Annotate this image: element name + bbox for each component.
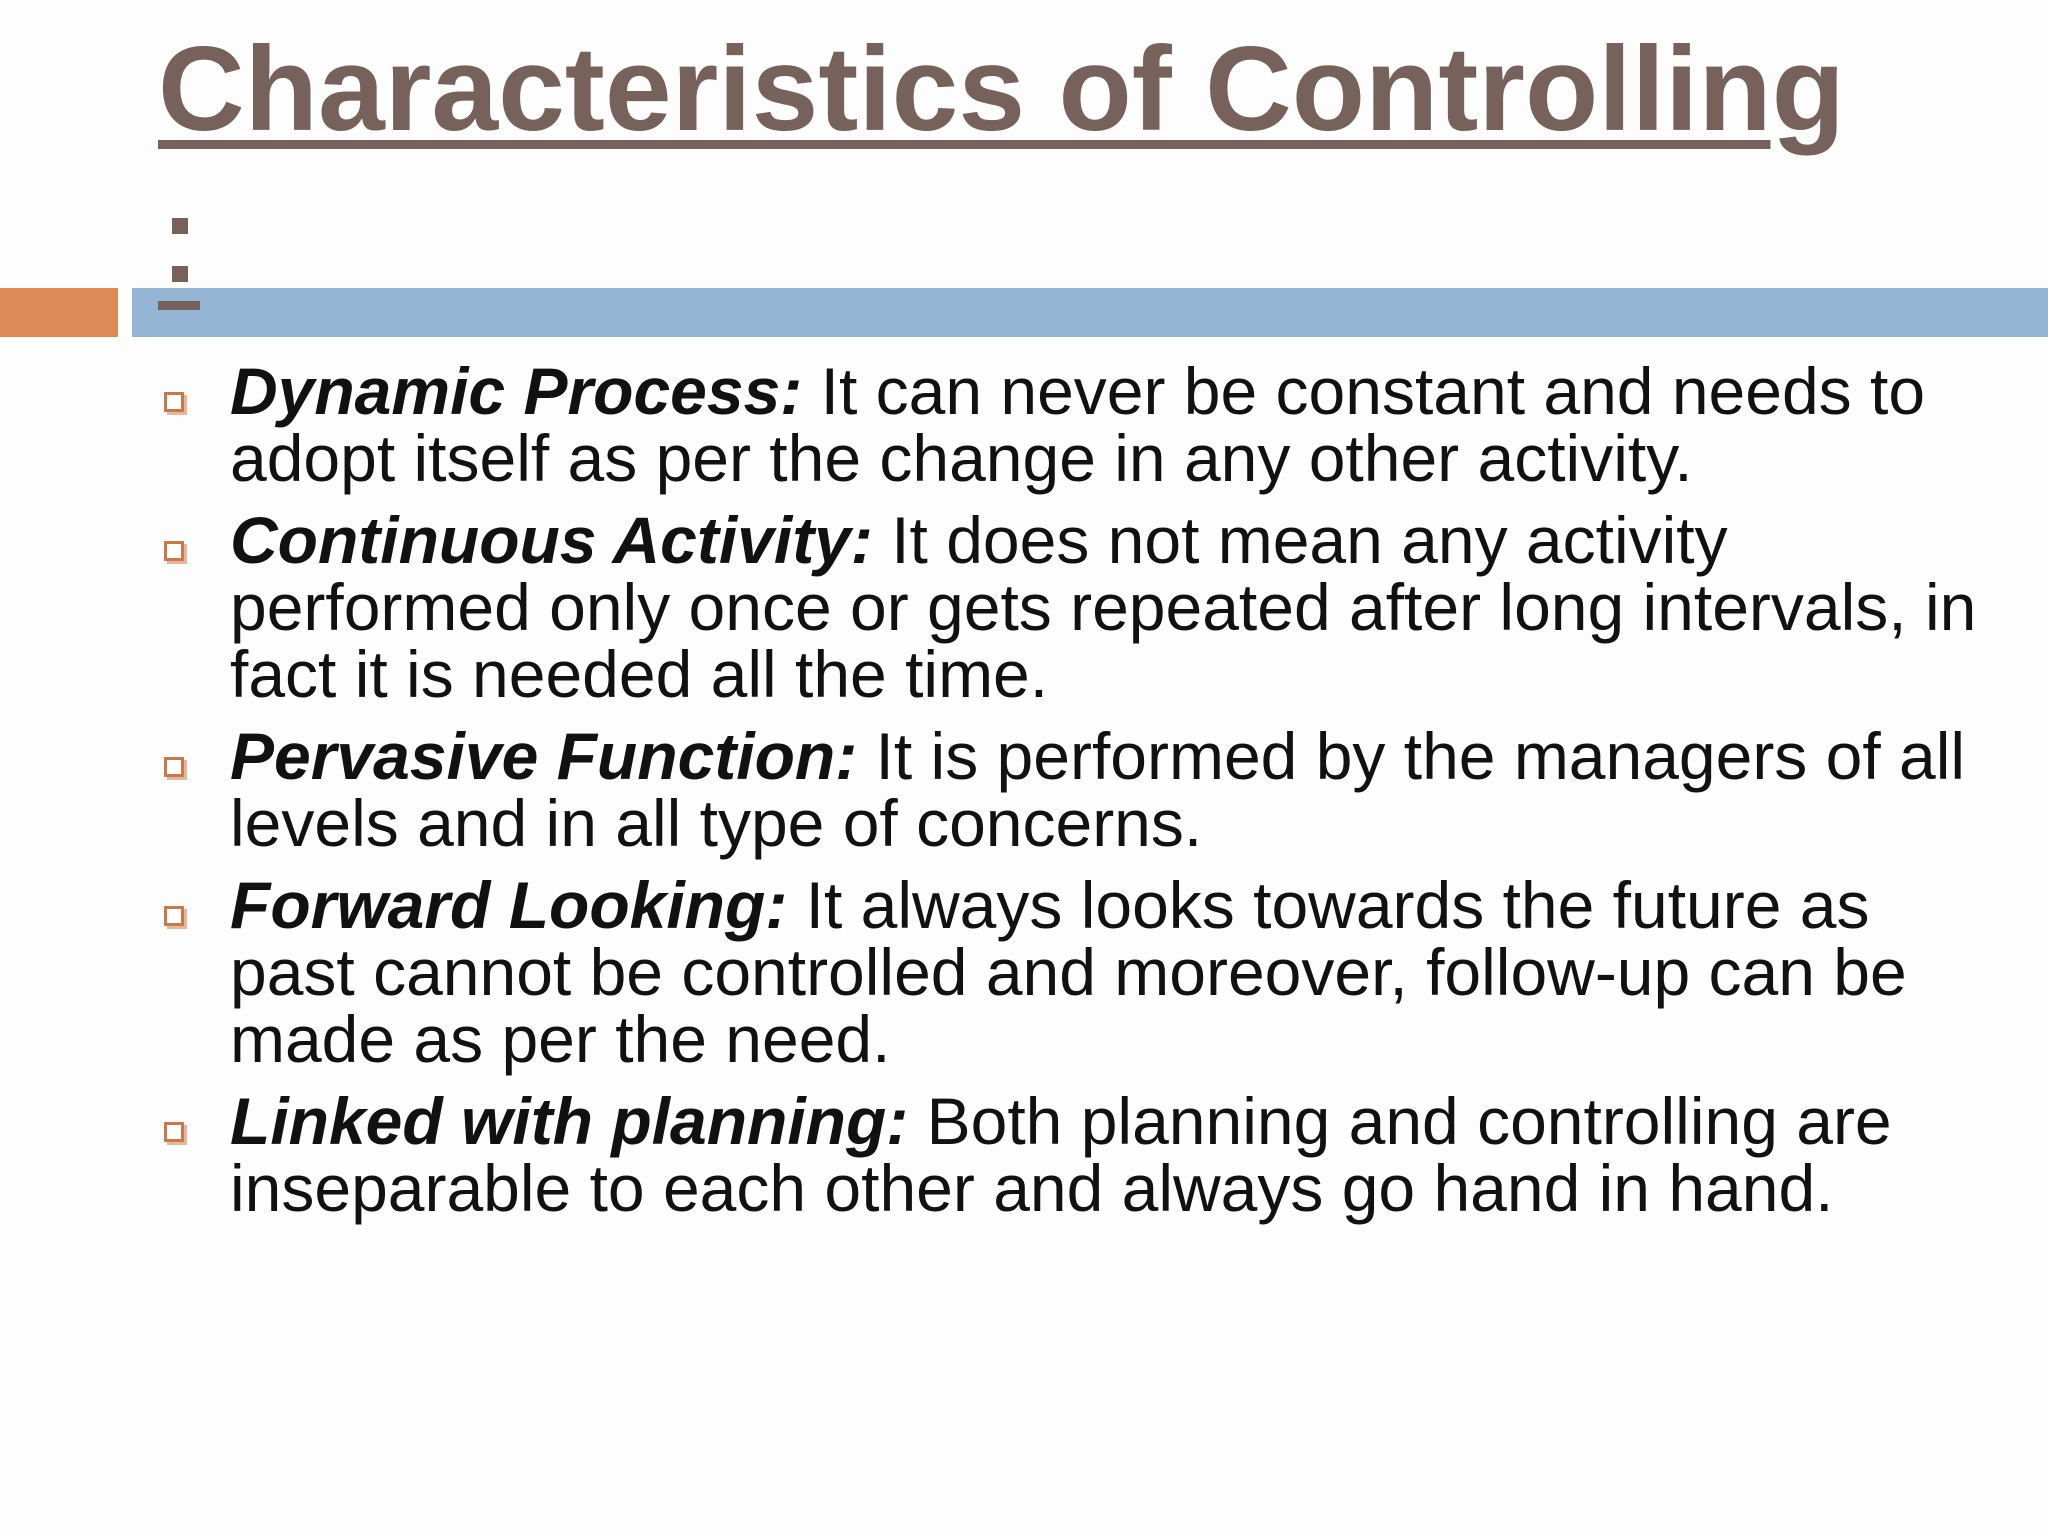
bullet-term: Forward Looking:	[230, 868, 788, 942]
square-bullet-icon	[164, 541, 184, 561]
bullet-item-forward-looking	[0, 868, 2048, 1076]
bullet-text: It can never be constant and needs to adopt itself as per the change in any other activity.	[230, 354, 1926, 495]
bullet-list	[0, 354, 2048, 1237]
square-bullet-icon	[164, 1122, 184, 1142]
square-bullet-icon	[164, 906, 184, 926]
square-bullet-icon	[164, 757, 184, 777]
bullet-term: Pervasive Function:	[230, 719, 858, 793]
bullet-text: It always looks towards the future as past cannot be controlled and moreover, follow-up can be made as per the need.	[230, 868, 1907, 1076]
bullet-item-pervasive-function	[0, 719, 2048, 860]
accent-bar-blue	[132, 288, 2048, 337]
square-bullet-icon	[164, 392, 184, 412]
bullet-text: Both planning and controlling are inseparable to each other and always go hand in hand.	[230, 1084, 1892, 1225]
bullet-text: It does not mean any activity performed only once or gets repeated after long intervals, in fact it is needed all the time.	[230, 503, 1977, 711]
accent-bar-orange	[0, 288, 118, 337]
title-colon-dot-bottom	[172, 266, 188, 282]
slide-title: Characteristics of Controlling	[158, 22, 1845, 156]
bullet-term: Dynamic Process:	[230, 354, 803, 428]
bullet-item-linked-with-planning	[0, 1084, 2048, 1225]
bullet-term: Linked with planning:	[230, 1084, 909, 1158]
title-colon-underline	[158, 301, 200, 310]
title-colon-dot-top	[172, 218, 188, 234]
bullet-item-dynamic-process	[0, 354, 2048, 495]
bullet-text: It is performed by the managers of all levels and in all type of concerns.	[230, 719, 1966, 860]
bullet-item-continuous-activity	[0, 503, 2048, 711]
bullet-term: Continuous Activity:	[230, 503, 873, 577]
title-colon	[158, 200, 200, 310]
